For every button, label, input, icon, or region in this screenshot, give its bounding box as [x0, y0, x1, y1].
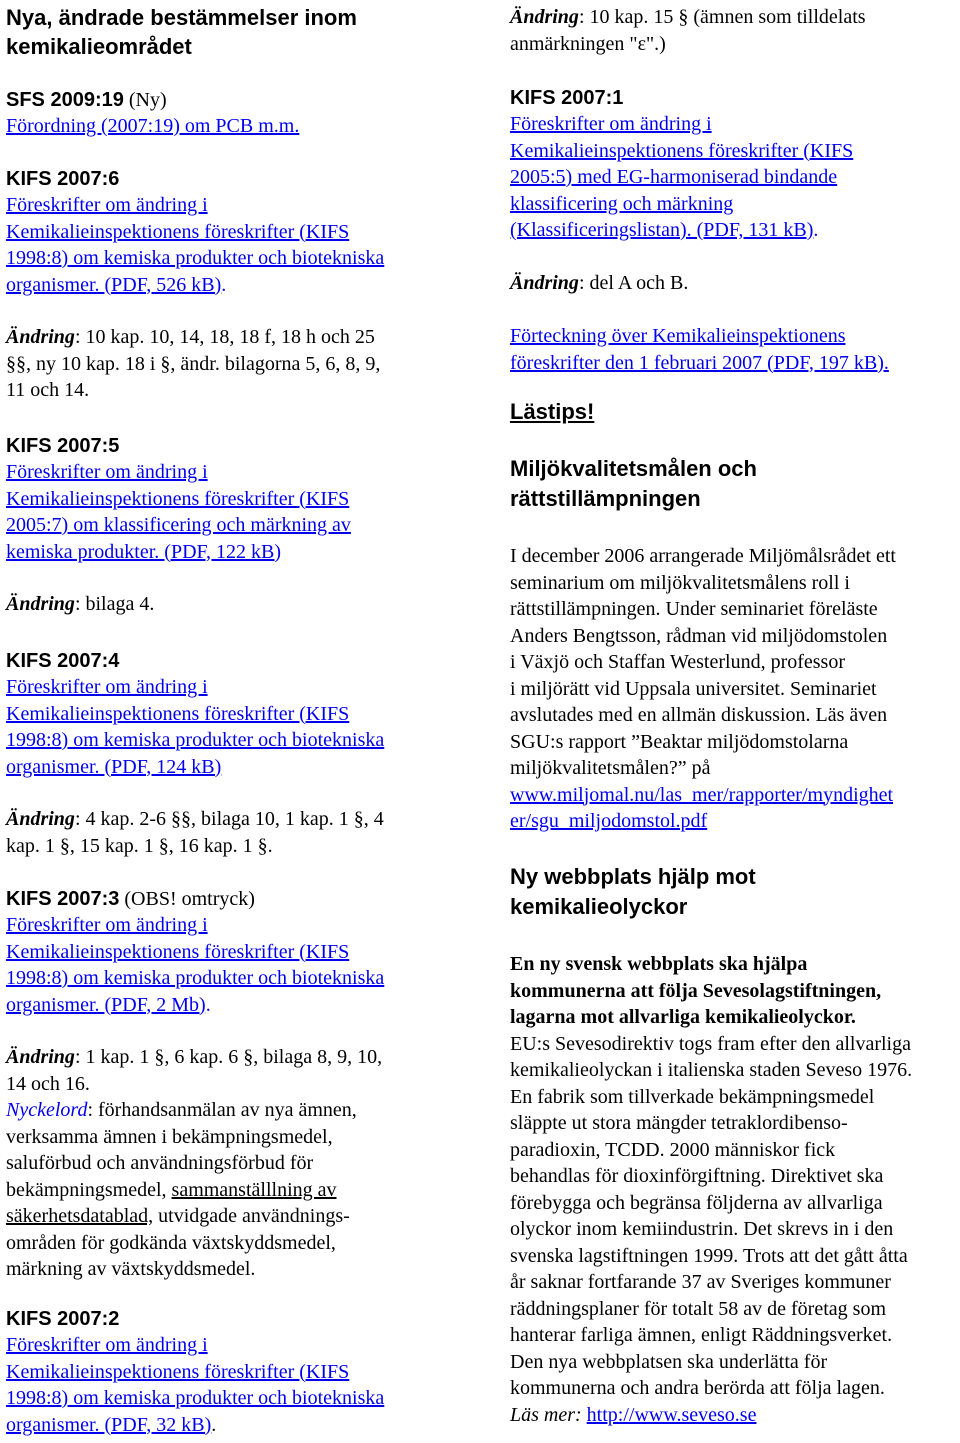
page-title: Nya, ändrade bestämmelser inom kemikalieområdet [6, 5, 357, 59]
kifs-2007-4-entry [6, 648, 384, 859]
kifs-2007-1-link[interactable]: Föreskrifter om ändring i Kemikalieinspektionens föreskrifter (KIFS 2005:5) med EG-harmoniserad bindande klassificering och märkning (Klassificeringslistan). (PDF, 131 kB). [510, 113, 854, 241]
kifs-2007-6-link[interactable]: Föreskrifter om ändring i Kemikalieinspektionens föreskrifter (KIFS 1998:8) om kemiska produkter och biotekniska organismer. (PDF, 526 kB). [6, 194, 385, 296]
kifs-2007-4-link[interactable]: Föreskrifter om ändring i Kemikalieinspektionens föreskrifter (KIFS 1998:8) om kemiska produkter och biotekniska organismer. (PDF, 124 kB) [6, 676, 385, 778]
kifs-code: KIFS 2007:6 [6, 168, 120, 190]
kifs-code: KIFS 2007:4 [6, 650, 120, 672]
kifs-2007-5-change: Ändring: bilaga 4. [6, 593, 155, 615]
webb-heading: Ny webbplats hjälp mot kemikalieolyckor [510, 864, 756, 919]
kifs-2007-2-change: Ändring: 10 kap. 15 § (ämnen som tilldelats anmärkningen "ε".) [510, 6, 866, 55]
miljo-body: I december 2006 arrangerade Miljömålsrådet ett seminarium om miljökvalitetsmålens roll i rättstillämpningen. Under seminariet föreläste Anders Bengtsson, rådman vid miljödomstolen i Växjö och Staffan Westerlund, professor i miljörätt vid Uppsala universitet. Seminariet avslutades med en allmän diskussion. Läs även SGU:s rapport ”Beaktar miljödomstolarna miljökvalitetsmålen?” på www.miljomal.nu/las_mer/rapporter/myndighet er/sgu_miljodomstol.pdf [510, 545, 896, 832]
kifs-2007-6-entry [6, 166, 384, 404]
kifs-2007-4-change: Ändring: 4 kap. 2-6 §§, bilaga 10, 1 kap. 1 §, 4 kap. 1 §, 15 kap. 1 §, 16 kap. 1 §. [6, 808, 384, 857]
kifs-2007-5-entry [6, 433, 351, 618]
sfs-code: SFS 2009:19 [6, 89, 124, 111]
kifs-2007-2-link[interactable]: Föreskrifter om ändring i Kemikalieinspektionens föreskrifter (KIFS 1998:8) om kemiska produkter och biotekniska organismer. (PDF, 32 kB). [6, 1334, 385, 1436]
kifs-2007-1-change: Ändring: del A och B. [510, 271, 689, 294]
lastips-heading: Lästips! [510, 399, 595, 424]
webb-body: En ny svensk webbplats ska hjälpa kommunerna att följa Sevesolagstiftningen, lagarna mot allvarliga kemikalieolyckor. EU:s Sevesodirektiv togs fram efter den allvarliga kemikalieolyckan i italienska staden Seveso 1976. En fabrik som tillverkade bekämpningsmedel släppte ut stora mängder tetraklordibenso- paradioxin, TCDD. 2000 människor fick behandlas för dioxinförgiftning. Direktivet ska förebygga och begränsa följderna av allvarliga olyckor inom kemiindustrin. Det skrevs in i den svenska lagstiftningen 1999. Trots att det gått åtta år saknar fortfarande 37 av Sveriges kommuner räddningsplaner för totalt 58 av de företag som hanterar farliga ämnen, enligt Räddningsverket. Den nya webbplatsen ska underlätta för kommunerna och andra berörda att följa lagen. Läs mer: http://www.seveso.se [510, 953, 913, 1426]
miljo-heading: Miljökvalitetsmålen och rättstillämpningen [510, 456, 757, 511]
kifs-2007-2-entry [6, 1306, 384, 1438]
sgu-report-link[interactable]: www.miljomal.nu/las_mer/rapporter/myndighet [510, 783, 894, 806]
kifs-code: KIFS 2007:3 [6, 888, 120, 910]
kifs-code: KIFS 2007:1 [510, 87, 624, 109]
kifs-2007-3-keywords: Nyckelord: förhandsanmälan av nya ämnen, verksamma ämnen i bekämpningsmedel, saluförbud och användningsförbud för bekämpningsmedel, sammanställlning av säkerhetsdatablad, utvidgade användnings- områden för godkända växtskyddsmedel, märkning av växtskyddsmedel. [6, 1099, 357, 1280]
kifs-2007-3-change: Ändring: 1 kap. 1 §, 6 kap. 6 §, bilaga 8, 9, 10, 14 och 16. [6, 1046, 383, 1095]
kifs-2007-5-link[interactable]: Föreskrifter om ändring i Kemikalieinspektionens föreskrifter (KIFS 2005:7) om klassificering och märkning av kemiska produkter. (PDF, 122 kB) [6, 461, 351, 563]
kifs-code: KIFS 2007:2 [6, 1308, 120, 1330]
forteckning-link[interactable]: Förteckning över Kemikalieinspektionens föreskrifter den 1 februari 2007 (PDF, 197 kB). [510, 325, 889, 374]
sfs-link[interactable]: Förordning (2007:19) om PCB m.m. [6, 115, 300, 137]
sfs-entry: SFS 2009:19 (Ny) Förordning (2007:19) om PCB m.m. [6, 89, 300, 137]
seveso-link[interactable]: http://www.seveso.se [586, 1403, 757, 1426]
kifs-2007-3-entry: KIFS 2007:3 (OBS! omtryck) Föreskrifter om ändring i Kemikalieinspektionens föreskrifter (KIFS 1998:8) om kemiska produkter och biotekniska organismer. (PDF, 2 Mb). Ändring: 1 kap. 1 §, 6 kap. 6 §, bilaga 8, 9, 10, 14 och 16. Nyckelord: förhandsanmälan av nya ämnen, verksamma ämnen i bekämpningsmedel, saluförbud och användningsförbud för bekämpningsmedel, sammanställlning av säkerhetsdatablad, utvidgade användnings- områden för godkända växtskyddsmedel, märkning av växtskyddsmedel. [6, 886, 384, 1283]
kifs-2007-6-change: Ändring: 10 kap. 10, 14, 18, 18 f, 18 h och 25 §§, ny 10 kap. 18 i §, ändr. bilagorna 5, 6, 8, 9, 11 och 14. [6, 326, 381, 401]
kifs-2007-3-link[interactable]: Föreskrifter om ändring i Kemikalieinspektionens föreskrifter (KIFS 1998:8) om kemiska produkter och biotekniska organismer. (PDF, 2 Mb). [6, 914, 385, 1016]
kifs-code: KIFS 2007:5 [6, 435, 120, 457]
kifs-2007-1-entry [510, 85, 853, 296]
